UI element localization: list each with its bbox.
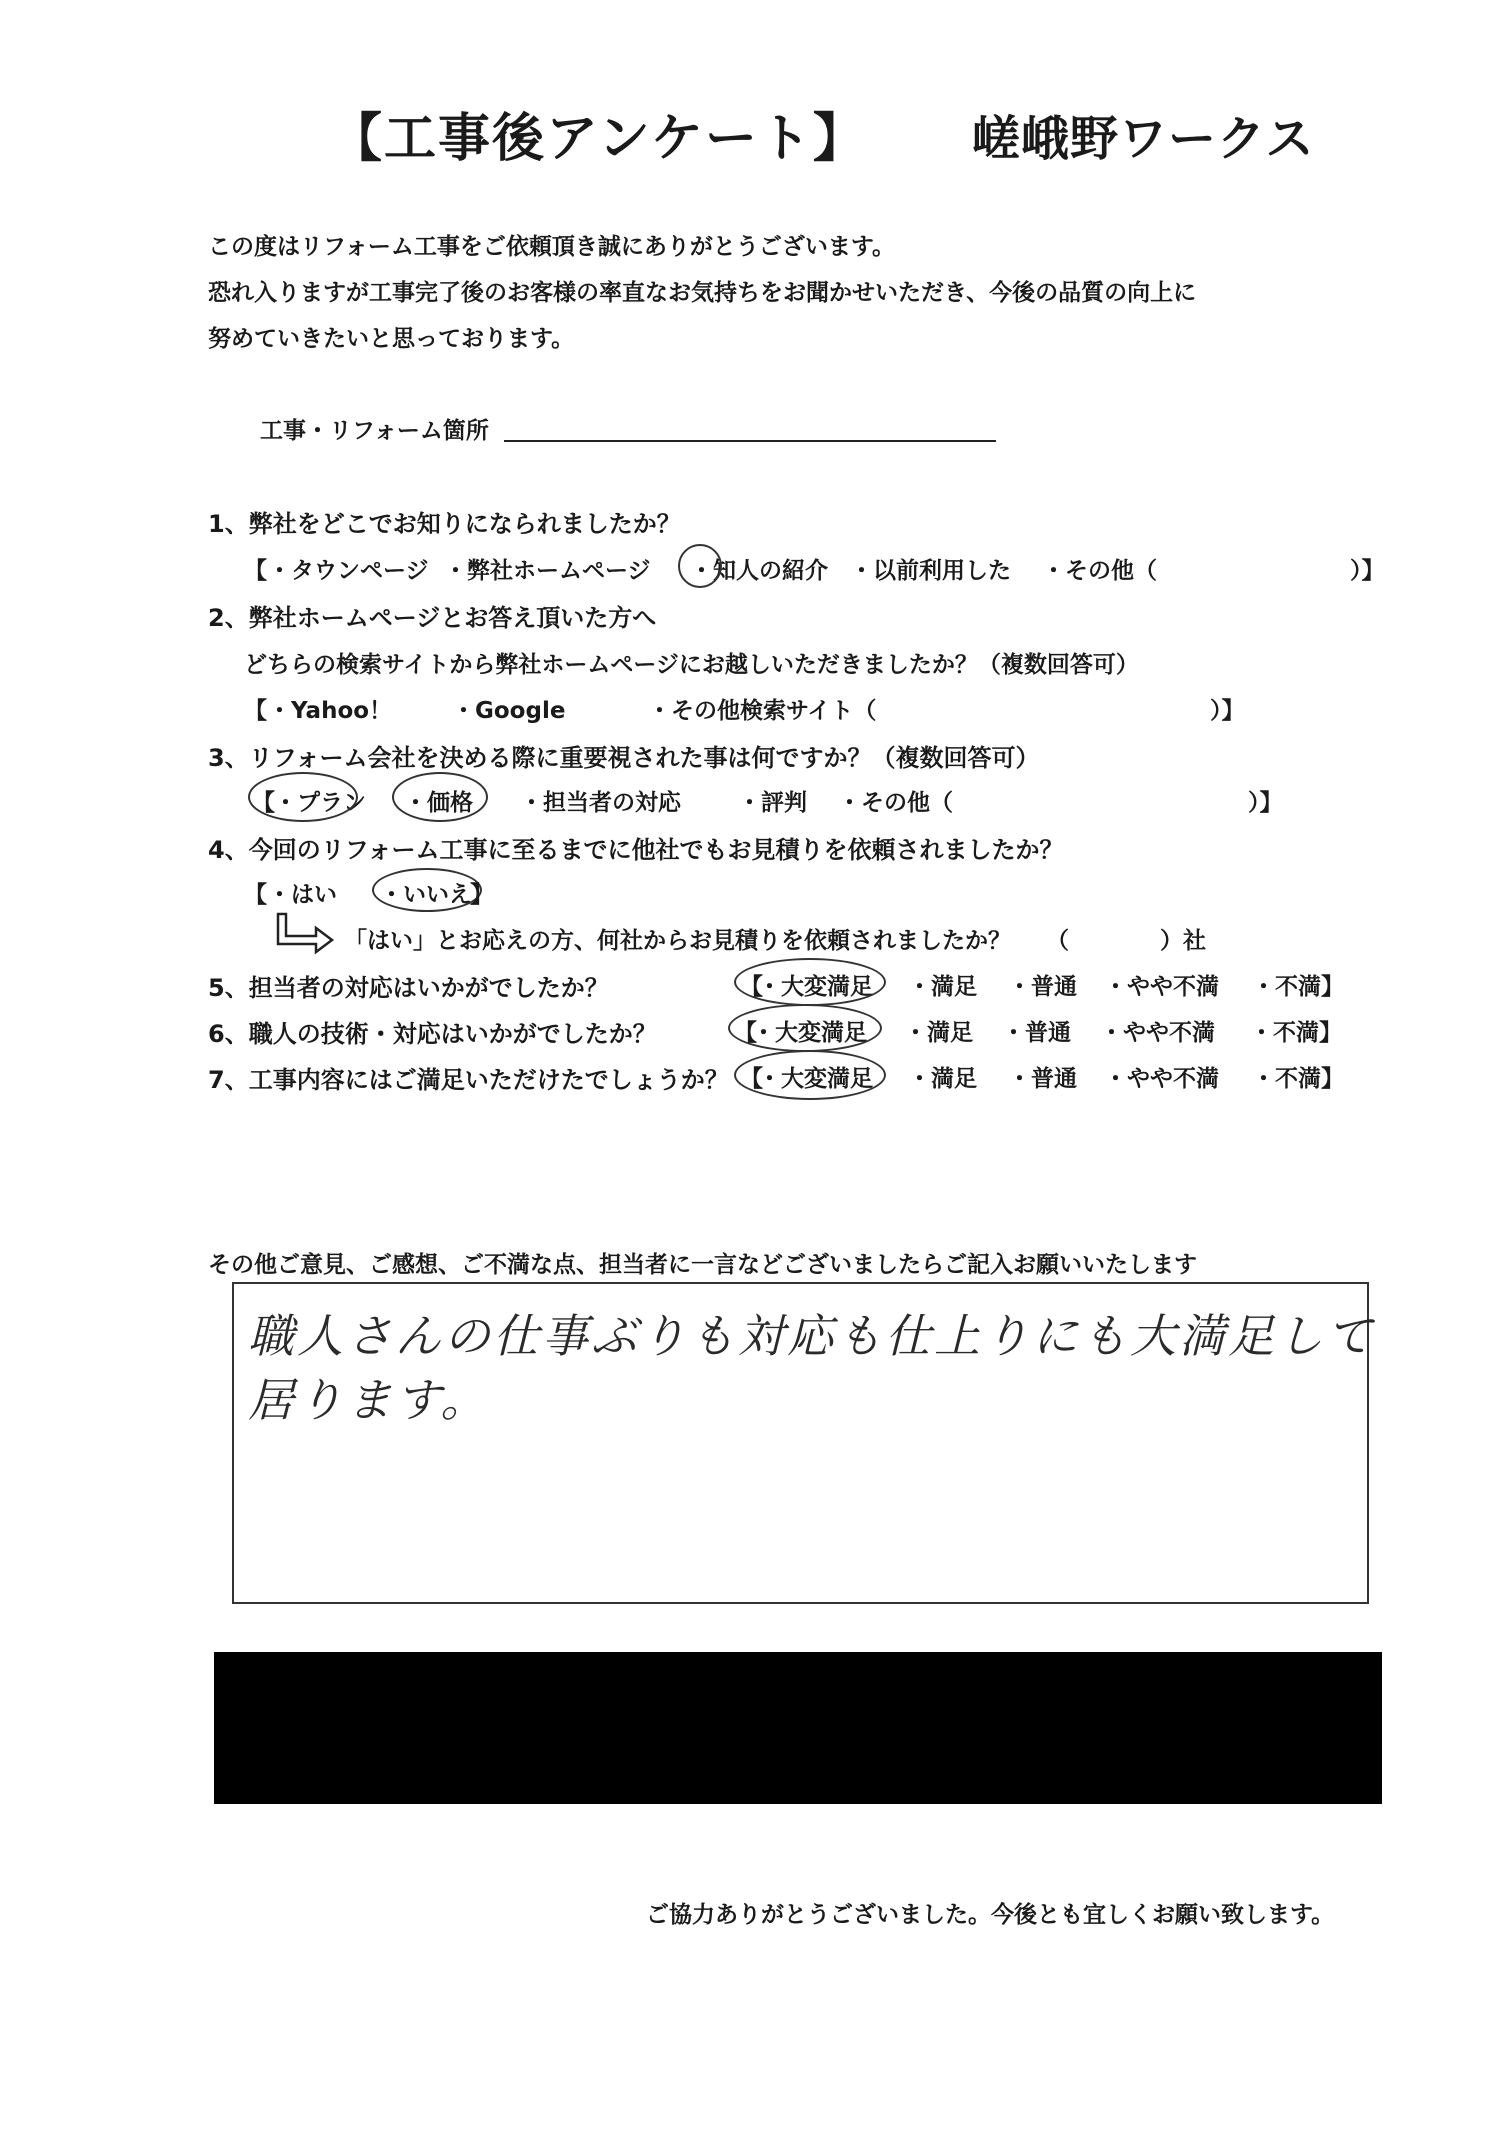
q7-option-average[interactable]: ・普通 — [1008, 1066, 1077, 1092]
q3-open-bracket: 【 — [252, 790, 275, 816]
q1-close-bracket: ）】 — [1350, 558, 1385, 584]
intro-line-3: 努めていきたいと思っております。 — [208, 326, 575, 352]
q5-option-somewhat-dissatisfied[interactable]: ・やや不満 — [1104, 974, 1219, 1000]
q7-question: 7、工事内容にはご満足いただけたでしょうか？ — [208, 1066, 729, 1094]
q4-followup-suffix: ）社 — [1160, 928, 1206, 954]
q4-close-bracket: 】 — [470, 882, 493, 908]
q4-option-yes[interactable]: ・はい — [268, 882, 337, 908]
q7-very-satisfied-circle-mark — [734, 1050, 886, 1100]
q6-question: 6、職人の技術・対応はいかがでしたか？ — [208, 1020, 657, 1048]
q3-close-bracket: ）】 — [1248, 790, 1283, 816]
location-label: 工事・リフォーム箇所 — [260, 418, 489, 444]
q3-option-other[interactable]: ・その他（ — [838, 790, 953, 816]
q3-question: 3、リフォーム会社を決める際に重要視された事は何ですか？（複数回答可） — [208, 744, 1040, 772]
q1-option-previous[interactable]: ・以前利用した — [850, 558, 1011, 584]
q4-open-bracket: 【 — [244, 882, 267, 908]
intro-line-1: この度はリフォーム工事をご依頼頂き誠にありがとうございます。 — [208, 234, 896, 260]
q1-question: 1、弊社をどこでお知りになられましたか？ — [208, 510, 681, 538]
comments-label: その他ご意見、ご感想、ご不満な点、担当者に一言などございましたらご記入お願いいたします — [208, 1252, 1197, 1278]
q5-question: 5、担当者の対応はいかがでしたか？ — [208, 974, 609, 1002]
followup-arrow-icon — [274, 912, 336, 956]
q6-option-satisfied[interactable]: ・満足 — [904, 1020, 973, 1046]
q1-option-referral[interactable]: ・知人の紹介 — [690, 558, 828, 584]
q3-option-plan[interactable]: ・プラン — [274, 790, 366, 816]
q4-followup-question: 「はい」とお応えの方、何社からお見積りを依頼されましたか？ — [344, 928, 1011, 954]
footer-thanks: ご協力ありがとうございました。今後とも宜しくお願い致します。 — [646, 1902, 1335, 1928]
q5-option-satisfied[interactable]: ・満足 — [908, 974, 977, 1000]
q3-price-circle-mark — [392, 772, 488, 822]
q6-option-somewhat-dissatisfied[interactable]: ・やや不満 — [1100, 1020, 1215, 1046]
q5-open-bracket: 【 — [740, 974, 763, 1000]
q4-question: 4、今回のリフォーム工事に至るまでに他社でもお見積りを依頼されましたか？ — [208, 836, 1064, 864]
q4-no-circle-mark — [372, 868, 482, 912]
intro-line-2: 恐れ入りますが工事完了後のお客様の率直なお気持ちをお聞かせいただき、今後の品質の向上に — [208, 280, 1197, 306]
q5-option-average[interactable]: ・普通 — [1008, 974, 1077, 1000]
q2-close-bracket: ）】 — [1210, 698, 1245, 724]
q6-very-satisfied-circle-mark — [728, 1004, 882, 1052]
q3-option-price[interactable]: ・価格 — [404, 790, 473, 816]
q1-referral-circle-mark — [678, 544, 722, 588]
q1-option-homepage[interactable]: ・弊社ホームページ — [444, 558, 651, 584]
company-name: 嵯峨野ワークス — [972, 111, 1315, 167]
redacted-block — [214, 1652, 1382, 1804]
q2-question: 2、弊社ホームページとお答え頂いた方へ — [208, 604, 657, 632]
q2-option-yahoo[interactable]: ・Yahoo！ — [268, 698, 393, 724]
q7-option-somewhat-dissatisfied[interactable]: ・やや不満 — [1104, 1066, 1219, 1092]
q6-option-dissatisfied[interactable]: ・不満】 — [1250, 1020, 1342, 1046]
location-field[interactable] — [504, 440, 996, 442]
q6-open-bracket: 【 — [734, 1020, 757, 1046]
q5-very-satisfied-circle-mark — [734, 958, 886, 1006]
q5-option-very-satisfied[interactable]: ・大変満足 — [758, 974, 873, 1000]
q1-option-other[interactable]: ・その他（ — [1042, 558, 1157, 584]
q5-option-dissatisfied[interactable]: ・不満】 — [1252, 974, 1344, 1000]
q4-followup-paren-open: （ — [1046, 928, 1069, 954]
q6-option-average[interactable]: ・普通 — [1002, 1020, 1071, 1046]
q7-option-dissatisfied[interactable]: ・不満】 — [1252, 1066, 1344, 1092]
q7-open-bracket: 【 — [740, 1066, 763, 1092]
q7-option-satisfied[interactable]: ・満足 — [908, 1066, 977, 1092]
q2-option-google[interactable]: ・Google — [452, 698, 566, 724]
comments-handwritten-line-2: 居ります。 — [248, 1373, 490, 1427]
comments-handwritten-line-1: 職人さんの仕事ぶりも対応も仕上りにも大満足して — [248, 1309, 1375, 1363]
q3-option-staff[interactable]: ・担当者の対応 — [520, 790, 681, 816]
q3-option-reputation[interactable]: ・評判 — [738, 790, 807, 816]
survey-title: 【工事後アンケート】 — [330, 109, 867, 169]
q3-plan-circle-mark — [248, 772, 358, 822]
q1-open-bracket: 【 — [244, 558, 267, 584]
q1-option-townpage[interactable]: ・タウンページ — [268, 558, 429, 584]
q2-subquestion: どちらの検索サイトから弊社ホームページにお越しいただきましたか？（複数回答可） — [244, 652, 1139, 678]
q4-option-no[interactable]: ・いいえ — [380, 882, 472, 908]
q7-option-very-satisfied[interactable]: ・大変満足 — [758, 1066, 873, 1092]
q2-option-other-search[interactable]: ・その他検索サイト（ — [648, 698, 877, 724]
q2-open-bracket: 【 — [244, 698, 267, 724]
q6-option-very-satisfied[interactable]: ・大変満足 — [752, 1020, 867, 1046]
